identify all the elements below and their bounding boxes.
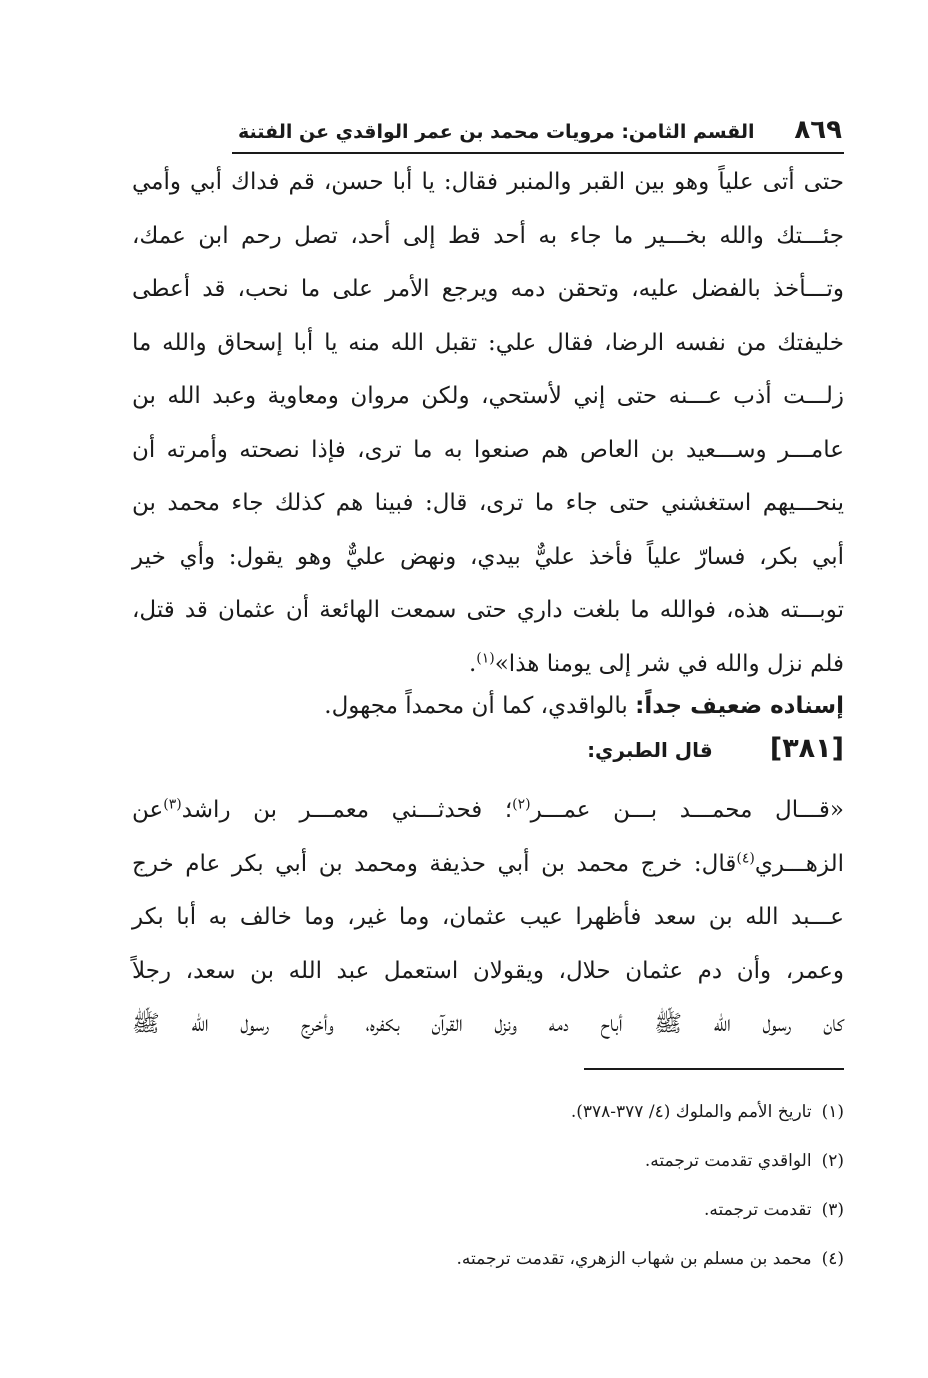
text-segment: «قـــال محمـــد بـــن عمـــر bbox=[530, 797, 844, 823]
text-line bbox=[132, 838, 844, 892]
text-segment: ؛ فحدثـــني معمـــر بن راشد bbox=[181, 797, 513, 823]
text-segment: الزهـــري bbox=[754, 850, 844, 877]
footnote-mark: (٢) bbox=[821, 1151, 844, 1171]
text-line: وتـــأخذ بالفضل عليه، وتحقن دمه ويرجع الأمر على ما نحب، قد أعطى bbox=[132, 276, 844, 302]
page-header bbox=[232, 112, 844, 154]
footnote bbox=[457, 1235, 844, 1284]
footnote bbox=[457, 1137, 844, 1186]
entry-source: قال الطبري: bbox=[587, 738, 713, 762]
footnote-reference: (٤) bbox=[736, 849, 755, 866]
footnote-mark: (٣) bbox=[821, 1200, 844, 1220]
footnote-mark: (٤) bbox=[821, 1249, 844, 1269]
text-line bbox=[132, 784, 844, 838]
text-line: وعمر، وأن دم عثمان حلال، ويقولان استعمل عبد الله بن سعد، رجلاً bbox=[132, 957, 844, 984]
text-segment: عن bbox=[132, 797, 164, 823]
text-line: عـــبد الله بن سعد فأظهرا عيب عثمان، وما غير، وما خالف به أبا بكر bbox=[132, 904, 844, 930]
text-line: خليفتك من نفسه الرضا، فقال علي: تقبل الله منه يا أبا إسحاق والله ما bbox=[132, 329, 844, 356]
entry-number: [٣٨١] bbox=[769, 733, 844, 764]
text-line: أبي بكر، فسارّ علياً فأخذ عليٌّ بيدي، ونهض عليٌّ وهو يقول: وأي خير bbox=[132, 543, 844, 570]
text-line: جئـــتك والله بخـــير ما جاء به أحد قط إلى أحد، تصل رحم ابن عمك، bbox=[132, 222, 844, 249]
running-title: القسم الثامن: مرويات محمد بن عمر الواقدي عن الفتنة bbox=[238, 121, 755, 143]
footnote-mark: (١) bbox=[821, 1102, 844, 1122]
footnote-text: محمد بن مسلم بن شهاب الزهري، تقدمت ترجمته. bbox=[456, 1249, 812, 1269]
isnad-label: إسناده ضعيف جداً: bbox=[635, 693, 844, 719]
page-number: ٨٦٩ bbox=[794, 115, 842, 145]
text-line: عامـــر وســـعيد بن العاص هم صنعوا به ما ترى، فإذا نصحته وأمرته أن bbox=[132, 436, 844, 463]
footnote-divider bbox=[584, 1068, 844, 1070]
isnad-grading bbox=[324, 682, 844, 730]
narration-paragraph bbox=[132, 784, 844, 1052]
isnad-text: بالواقدي، كما أن محمداً مجهول. bbox=[324, 693, 636, 719]
narration-paragraph bbox=[132, 156, 844, 691]
text-segment: . bbox=[468, 650, 477, 677]
text-segment: فلم نزل والله في شر إلى يومنا هذا» bbox=[494, 650, 844, 677]
footnote-text: تقدمت ترجمته. bbox=[704, 1200, 812, 1220]
text-line: توبـــته هذه، فوالله ما بلغت داري حتى سمعت الهائعة أن عثمان قد قتل، bbox=[132, 597, 844, 623]
text-line: زلـــت أذب عـــنه حتى إني لأستحي، ولكن مروان ومعاوية وعبد الله بن bbox=[132, 383, 844, 409]
footnote-reference: (٣) bbox=[163, 796, 182, 813]
footnote-text: الواقدي تقدمت ترجمته. bbox=[644, 1151, 812, 1171]
footnotes bbox=[457, 1088, 844, 1284]
footnote-text: تاريخ الأمم والملوك (٤/ ٣٧٧-٣٧٨). bbox=[570, 1102, 812, 1122]
text-line: كان رسول الله ﷺ أباح دمه ونزل القرآن بكفره، وأخرج رسول الله ﷺ bbox=[132, 1011, 844, 1037]
footnote-reference: (١) bbox=[476, 649, 495, 666]
footnote bbox=[457, 1088, 844, 1137]
text-segment: قال: خرج محمد بن أبي حذيفة ومحمد بن أبي بكر عام خرج bbox=[132, 850, 737, 877]
text-line: حتى أتى علياً وهو بين القبر والمنبر فقال: يا أبا حسن، قم فداك أبي وأمي bbox=[132, 169, 844, 195]
footnote-reference: (٢) bbox=[512, 796, 531, 813]
text-line: ينحـــيهم استغشني حتى جاء ما ترى، قال: فبينا هم كذلك جاء محمد بن bbox=[132, 490, 844, 516]
entry-heading bbox=[587, 726, 844, 772]
footnote bbox=[457, 1186, 844, 1235]
